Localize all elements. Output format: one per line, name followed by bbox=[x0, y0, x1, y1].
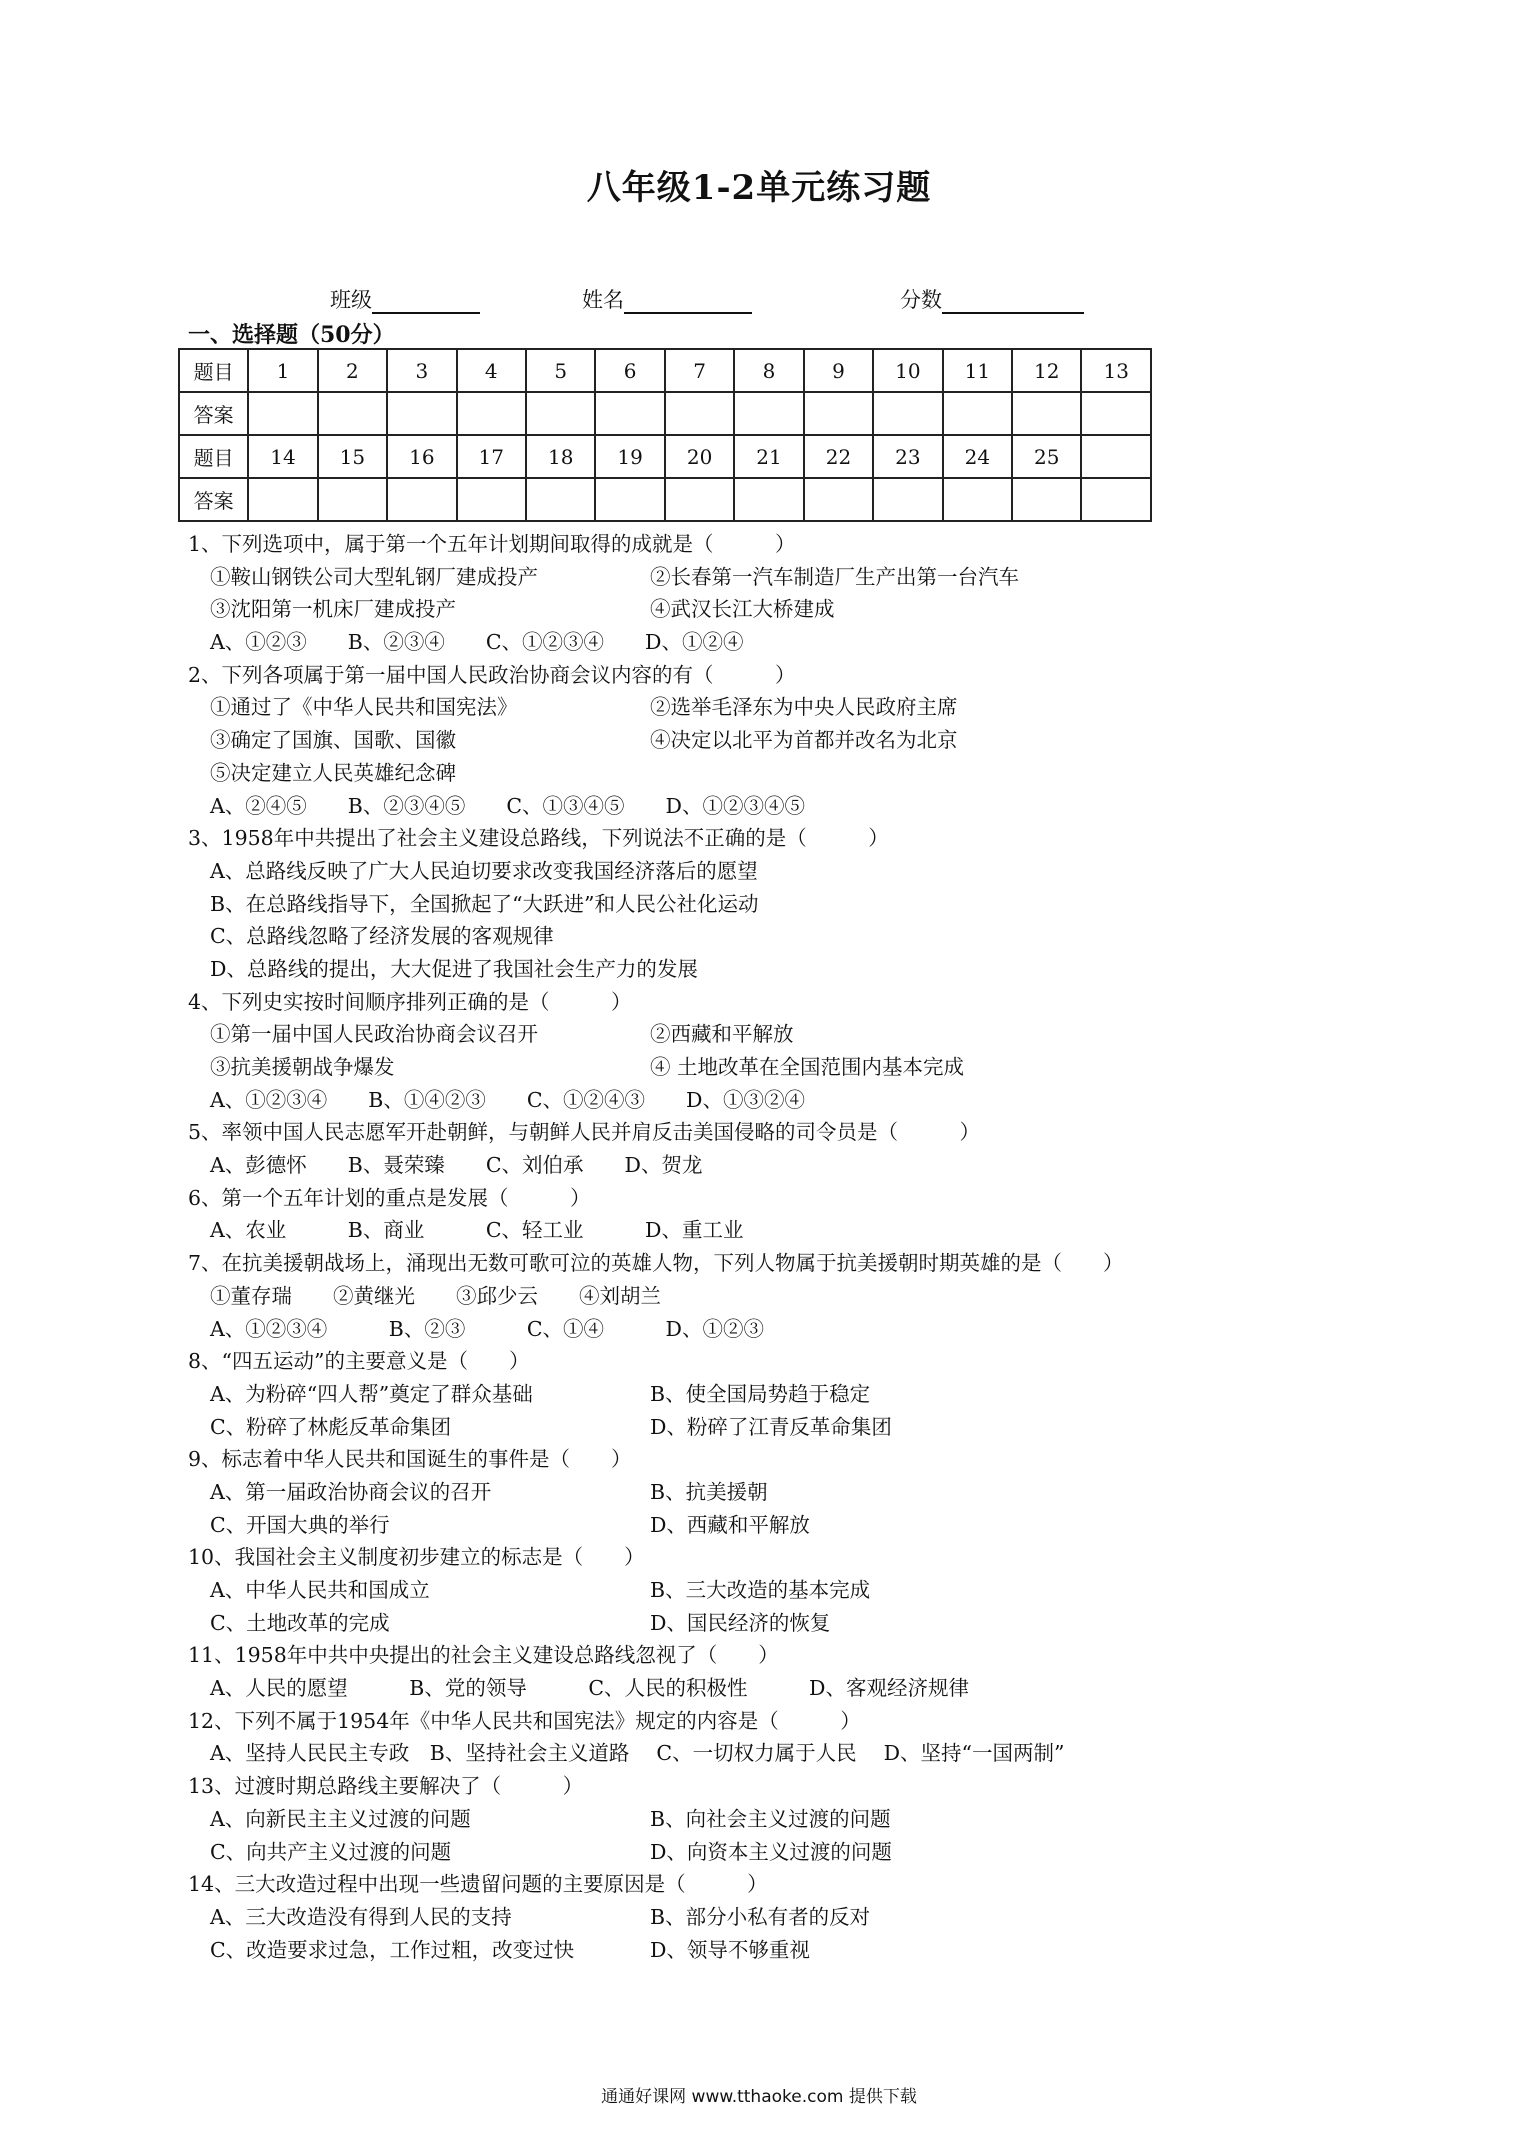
score-field bbox=[900, 284, 1084, 314]
question-number-cell: 13 bbox=[1081, 349, 1151, 392]
option-line bbox=[188, 790, 1388, 823]
option-text: D、总路线的提出，大大促进了我国社会生产力的发展 bbox=[210, 956, 698, 981]
option-line bbox=[188, 1214, 1388, 1247]
option-text: A、②④⑤ B、②③④⑤ C、①③④⑤ D、①②③④⑤ bbox=[210, 793, 805, 818]
question-number-cell: 9 bbox=[804, 349, 873, 392]
option-line bbox=[188, 1836, 1388, 1869]
question-stem: 1、下列选项中，属于第一个五年计划期间取得的成就是（ ） bbox=[188, 532, 796, 556]
option-line bbox=[188, 1934, 1388, 1967]
question-number-cell: 8 bbox=[734, 349, 803, 392]
question-stem: 2、下列各项属于第一届中国人民政治协商会议内容的有（ ） bbox=[188, 662, 796, 687]
page-title: 八年级1-2单元练习题 bbox=[586, 168, 932, 208]
option-text: A、彭德怀 B、聂荣臻 C、刘伯承 D、贺龙 bbox=[210, 1153, 703, 1178]
question-number-cell: 14 bbox=[248, 435, 317, 478]
answer-cell[interactable] bbox=[804, 392, 873, 435]
class-field bbox=[330, 284, 480, 314]
answer-cell[interactable] bbox=[595, 392, 664, 435]
question-item bbox=[188, 1541, 1388, 1639]
answer-cell[interactable] bbox=[1012, 392, 1081, 435]
option-line bbox=[188, 1313, 1388, 1346]
answer-cell[interactable] bbox=[873, 392, 942, 435]
option-text: D、国民经济的恢复 bbox=[650, 1610, 831, 1635]
option-text: A、三大改造没有得到人民的支持 bbox=[210, 1904, 512, 1929]
option-text: ④ 土地改革在全国范围内基本完成 bbox=[650, 1055, 965, 1079]
option-text: A、中华人民共和国成立 bbox=[210, 1578, 430, 1602]
answer-cell[interactable] bbox=[943, 392, 1012, 435]
option-text: B、使全国局势趋于稳定 bbox=[650, 1381, 871, 1406]
question-number-row bbox=[179, 349, 1151, 392]
option-line bbox=[188, 953, 1388, 986]
option-text: A、农业 B、商业 C、轻工业 D、重工业 bbox=[210, 1218, 744, 1243]
question-number-cell: 6 bbox=[595, 349, 664, 392]
row-label: 题目 bbox=[179, 435, 248, 478]
answer-cell[interactable] bbox=[248, 392, 317, 435]
question-stem: 13、过渡时期总路线主要解决了（ ） bbox=[188, 1774, 584, 1799]
question-item bbox=[188, 659, 1388, 822]
option-line bbox=[188, 1737, 1388, 1770]
row-label: 答案 bbox=[179, 478, 248, 521]
question-number-cell: 4 bbox=[457, 349, 526, 392]
option-text: B、在总路线指导下，全国掀起了“大跃进”和人民公社化运动 bbox=[210, 891, 759, 916]
question-number-cell: 17 bbox=[457, 435, 526, 478]
question-number-row bbox=[179, 435, 1151, 478]
question-number-cell: 2 bbox=[318, 349, 387, 392]
question-item bbox=[188, 528, 1388, 659]
class-label: 班级 bbox=[330, 288, 372, 312]
option-line bbox=[188, 920, 1388, 953]
option-text: ②西藏和平解放 bbox=[650, 1022, 794, 1047]
option-text: ⑤决定建立人民英雄纪念碑 bbox=[210, 760, 456, 785]
option-text: ②选举毛泽东为中央人民政府主席 bbox=[650, 695, 958, 720]
answer-cell[interactable] bbox=[387, 478, 456, 521]
option-text: D、粉碎了江青反革命集团 bbox=[650, 1414, 892, 1439]
question-number-cell: 7 bbox=[665, 349, 734, 392]
answer-cell[interactable] bbox=[387, 392, 456, 435]
question-stem: 12、下列不属于1954年《中华人民共和国宪法》规定的内容是（ ） bbox=[188, 1708, 861, 1733]
option-text: C、向共产主义过渡的问题 bbox=[210, 1839, 452, 1864]
answer-cell[interactable] bbox=[734, 392, 803, 435]
question-item bbox=[188, 1770, 1388, 1868]
question-number-cell: 12 bbox=[1012, 349, 1081, 392]
option-line bbox=[188, 1084, 1388, 1117]
question-stem: 7、在抗美援朝战场上，涌现出无数可歌可泣的英雄人物，下列人物属于抗美援朝时期英雄的是（ ） bbox=[188, 1251, 1124, 1276]
question-item bbox=[188, 986, 1388, 1117]
name-field bbox=[582, 284, 752, 314]
footer: 通通好课网 www.tthaoke.com 提供下载 bbox=[601, 2087, 917, 2107]
question-item bbox=[188, 1705, 1388, 1770]
option-text: ④决定以北平为首都并改名为北京 bbox=[650, 728, 958, 753]
question-stem: 5、率领中国人民志愿军开赴朝鲜，与朝鲜人民并肩反击美国侵略的司令员是（ ） bbox=[188, 1120, 981, 1145]
answer-cell[interactable] bbox=[1012, 478, 1081, 521]
answer-cell[interactable] bbox=[526, 478, 595, 521]
answer-table bbox=[178, 348, 1152, 522]
option-text: A、①②③④ B、②③ C、①④ D、①②③ bbox=[210, 1316, 764, 1341]
question-stem: 8、“四五运动”的主要意义是（ ） bbox=[188, 1349, 530, 1374]
score-label: 分数 bbox=[900, 288, 942, 312]
question-item bbox=[188, 1182, 1388, 1247]
option-line bbox=[188, 1672, 1388, 1705]
option-text: C、总路线忽略了经济发展的客观规律 bbox=[210, 924, 554, 949]
option-line bbox=[188, 1280, 1388, 1313]
question-number-cell: 10 bbox=[873, 349, 942, 392]
question-number-cell: 23 bbox=[873, 435, 942, 478]
question-stem: 3、1958年中共提出了社会主义建设总路线，下列说法不正确的是（ ） bbox=[188, 826, 889, 851]
question-number-cell: 15 bbox=[318, 435, 387, 478]
option-line bbox=[188, 1574, 1388, 1607]
question-number-cell: 11 bbox=[943, 349, 1012, 392]
answer-cell[interactable] bbox=[595, 478, 664, 521]
answer-row bbox=[179, 478, 1151, 521]
option-text: D、领导不够重视 bbox=[650, 1937, 810, 1962]
option-line bbox=[188, 561, 1388, 594]
option-text: B、向社会主义过渡的问题 bbox=[650, 1806, 891, 1831]
option-text: B、抗美援朝 bbox=[650, 1479, 768, 1504]
question-number-cell: 3 bbox=[387, 349, 456, 392]
option-text: A、坚持人民民主专政 B、坚持社会主义道路 C、一切权力属于人民 D、坚持“一国两制” bbox=[210, 1741, 1065, 1766]
option-line bbox=[188, 1378, 1388, 1411]
option-line bbox=[188, 1149, 1388, 1182]
name-blank[interactable] bbox=[624, 290, 752, 314]
option-line bbox=[188, 1051, 1388, 1084]
option-text: A、第一届政治协商会议的召开 bbox=[210, 1479, 492, 1504]
option-line bbox=[188, 1509, 1388, 1542]
question-item bbox=[188, 1443, 1388, 1541]
option-text: ①董存瑞 ②黄继光 ③邱少云 ④刘胡兰 bbox=[210, 1283, 661, 1308]
question-stem: 4、下列史实按时间顺序排列正确的是（ ） bbox=[188, 989, 632, 1014]
option-line bbox=[188, 691, 1388, 724]
option-text: D、向资本主义过渡的问题 bbox=[650, 1839, 892, 1864]
option-text: A、向新民主主义过渡的问题 bbox=[210, 1806, 471, 1831]
question-item bbox=[188, 1116, 1388, 1181]
option-text: ③抗美援朝战争爆发 bbox=[210, 1055, 395, 1079]
score-blank[interactable] bbox=[942, 290, 1084, 314]
question-number-cell: 19 bbox=[595, 435, 664, 478]
question-stem: 10、我国社会主义制度初步建立的标志是（ ） bbox=[188, 1545, 645, 1570]
question-number-cell: 24 bbox=[943, 435, 1012, 478]
answer-cell[interactable] bbox=[457, 392, 526, 435]
question-item bbox=[188, 1868, 1388, 1966]
option-line bbox=[188, 1018, 1388, 1051]
option-text: D、西藏和平解放 bbox=[650, 1512, 810, 1537]
question-list bbox=[188, 528, 1388, 1966]
option-text: B、部分小私有者的反对 bbox=[650, 1904, 871, 1929]
option-line bbox=[188, 855, 1388, 888]
option-text: ①鞍山钢铁公司大型轧钢厂建成投产 bbox=[210, 564, 538, 589]
question-number-cell: 22 bbox=[804, 435, 873, 478]
option-line bbox=[188, 626, 1388, 659]
answer-cell[interactable] bbox=[734, 478, 803, 521]
row-label: 题目 bbox=[179, 349, 248, 392]
option-text: ①第一届中国人民政治协商会议召开 bbox=[210, 1022, 538, 1047]
answer-cell[interactable] bbox=[665, 392, 734, 435]
option-text: ④武汉长江大桥建成 bbox=[650, 597, 835, 622]
row-label: 答案 bbox=[179, 392, 248, 435]
answer-cell[interactable] bbox=[804, 478, 873, 521]
question-number-cell: 25 bbox=[1012, 435, 1081, 478]
option-text: A、①②③ B、②③④ C、①②③④ D、①②④ bbox=[210, 630, 744, 655]
option-text: ③确定了国旗、国歌、国徽 bbox=[210, 728, 456, 753]
question-item bbox=[188, 822, 1388, 985]
question-number-cell: 20 bbox=[665, 435, 734, 478]
answer-cell[interactable] bbox=[1081, 392, 1151, 435]
question-number-cell: 1 bbox=[248, 349, 317, 392]
answer-cell[interactable] bbox=[873, 478, 942, 521]
question-number-cell: 5 bbox=[526, 349, 595, 392]
option-line bbox=[188, 1476, 1388, 1509]
option-text: C、开国大典的举行 bbox=[210, 1512, 390, 1537]
answer-cell[interactable] bbox=[457, 478, 526, 521]
option-line bbox=[188, 1411, 1388, 1444]
option-text: ①通过了《中华人民共和国宪法》 bbox=[210, 695, 518, 720]
option-text: C、改造要求过急，工作过粗，改变过快 bbox=[210, 1937, 575, 1962]
option-text: C、粉碎了林彪反革命集团 bbox=[210, 1414, 452, 1439]
option-text: A、为粉碎“四人帮”奠定了群众基础 bbox=[210, 1381, 533, 1406]
option-text: A、①②③④ B、①④②③ C、①②④③ D、①③②④ bbox=[210, 1087, 805, 1112]
option-text: ②长春第一汽车制造厂生产出第一台汽车 bbox=[650, 564, 1019, 589]
question-stem: 11、1958年中共中央提出的社会主义建设总路线忽视了（ ） bbox=[188, 1643, 779, 1668]
option-line bbox=[188, 724, 1388, 757]
option-line bbox=[188, 757, 1388, 790]
question-number-cell: 16 bbox=[387, 435, 456, 478]
option-line bbox=[188, 593, 1388, 626]
option-line bbox=[188, 1803, 1388, 1836]
question-item bbox=[188, 1345, 1388, 1443]
question-number-cell: 18 bbox=[526, 435, 595, 478]
name-label: 姓名 bbox=[582, 288, 624, 312]
question-number-cell bbox=[1081, 435, 1151, 478]
question-number-cell: 21 bbox=[734, 435, 803, 478]
class-blank[interactable] bbox=[372, 290, 480, 314]
question-stem: 6、第一个五年计划的重点是发展（ ） bbox=[188, 1185, 591, 1210]
question-item bbox=[188, 1247, 1388, 1345]
option-line bbox=[188, 1607, 1388, 1640]
option-text: A、总路线反映了广大人民迫切要求改变我国经济落后的愿望 bbox=[210, 858, 758, 883]
question-item bbox=[188, 1639, 1388, 1704]
option-text: C、土地改革的完成 bbox=[210, 1610, 390, 1635]
answer-row bbox=[179, 392, 1151, 435]
answer-cell[interactable] bbox=[248, 478, 317, 521]
option-text: A、人民的愿望 B、党的领导 C、人民的积极性 D、客观经济规律 bbox=[210, 1676, 969, 1701]
answer-cell[interactable] bbox=[526, 392, 595, 435]
answer-cell[interactable] bbox=[665, 478, 734, 521]
section-title: 一、选择题（50分） bbox=[188, 322, 395, 348]
option-line bbox=[188, 1901, 1388, 1934]
option-text: B、三大改造的基本完成 bbox=[650, 1578, 871, 1602]
answer-cell[interactable] bbox=[1081, 478, 1151, 521]
answer-cell[interactable] bbox=[943, 478, 1012, 521]
question-stem: 9、标志着中华人民共和国诞生的事件是（ ） bbox=[188, 1447, 632, 1472]
option-line bbox=[188, 888, 1388, 921]
option-text: ③沈阳第一机床厂建成投产 bbox=[210, 597, 456, 622]
answer-cell[interactable] bbox=[318, 392, 387, 435]
answer-cell[interactable] bbox=[318, 478, 387, 521]
question-stem: 14、三大改造过程中出现一些遗留问题的主要原因是（ ） bbox=[188, 1872, 768, 1897]
